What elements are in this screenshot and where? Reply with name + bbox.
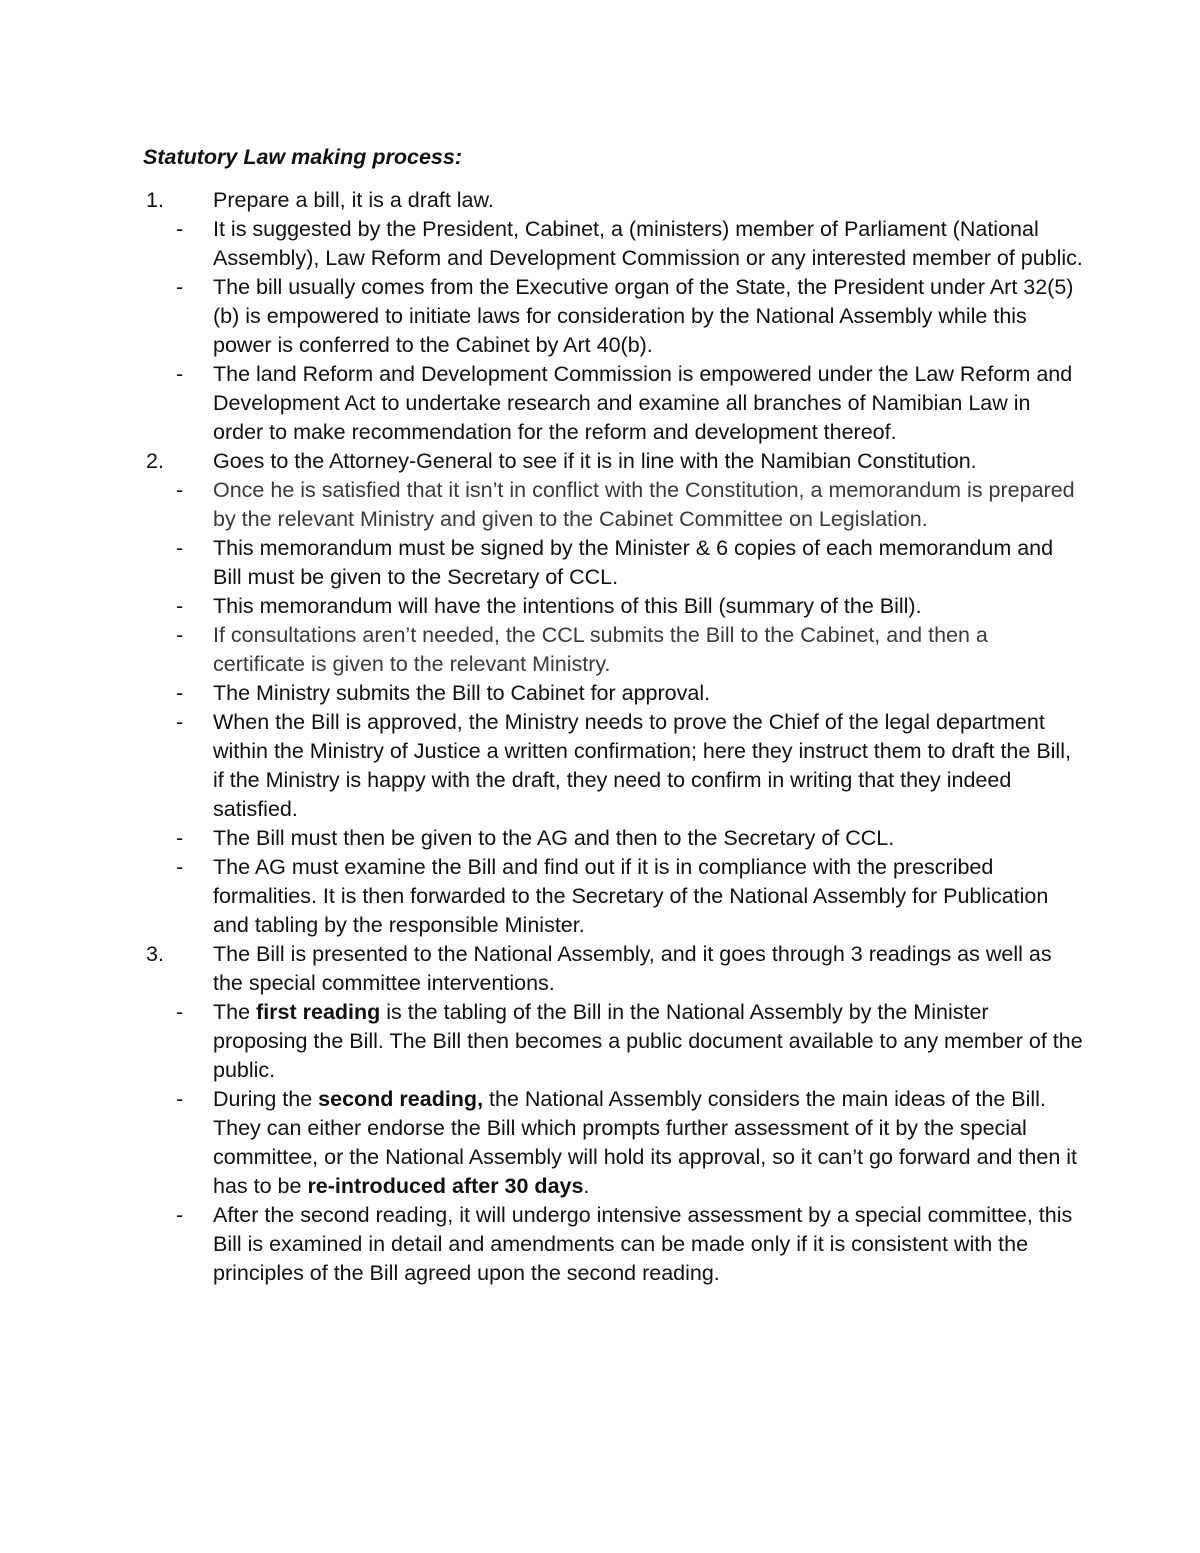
list-item-text: The Bill is presented to the National Assembly, and it goes through 3 readings as well as the special committee interventions. [213,942,1052,995]
bold-term-reintroduced: re-introduced after 30 days [307,1174,584,1198]
text-run: is the tabling of the Bill in the National Assembly by the Minister proposing the Bill. The Bill then becomes a public document available to any member of the public. [213,1000,1083,1082]
list-item-text: It is suggested by the President, Cabinet, a (ministers) member of Parliament (National Assembly), Law Reform and Development Commission or any interested member of public. [213,217,1083,270]
list-item [143,273,1083,360]
list-item [143,1201,1083,1288]
list-item [143,998,1083,1085]
bold-term-second-reading: second reading, [318,1087,484,1111]
list-marker: - [176,855,184,879]
list-item-text: After the second reading, it will undergo intensive assessment by a special committee, this Bill is examined in detail and amendments can be made only if it is consistent with the principles of the Bill agreed upon the second reading. [213,1203,1073,1285]
list-item-text: This memorandum must be signed by the Minister & 6 copies of each memorandum and Bill must be given to the Secretary of CCL. [213,536,1054,589]
list-item [143,534,1083,592]
list-item-text: The land Reform and Development Commission is empowered under the Law Reform and Development Act to undertake research and examine all branches of Namibian Law in order to make recommendation for the reform and development thereof. [213,362,1073,444]
list-item [143,186,1083,215]
list-marker: 3. [146,942,164,966]
list-item [143,360,1083,447]
list-marker: - [176,217,184,241]
list-marker: 1. [146,188,164,212]
list-marker: - [176,1203,184,1227]
list-marker: 2. [146,449,164,473]
list-marker: - [176,362,184,386]
list-item [143,708,1083,824]
list-marker: - [176,623,184,647]
list-item [143,476,1083,534]
list-item [143,621,1083,679]
process-list [143,186,1083,1288]
list-marker: - [176,1000,184,1024]
list-item [143,679,1083,708]
text-run: During the [213,1087,319,1111]
list-marker: - [176,275,184,299]
bold-term-first-reading: first reading [256,1000,381,1024]
list-item [143,215,1083,273]
list-item-text: The bill usually comes from the Executive organ of the State, the President under Art 32(5)(b) is empowered to initiate laws for consideration by the National Assembly while this power is conferred to the Cabinet by Art 40(b). [213,275,1074,357]
list-item [143,853,1083,940]
list-item [143,1085,1083,1201]
list-item [143,940,1083,998]
document-title: Statutory Law making process: [143,145,462,169]
list-item-text: When the Bill is approved, the Ministry needs to prove the Chief of the legal department within the Ministry of Justice a written confirmation; here they instruct them to draft the Bill, if the Ministry is happy with the draft, they need to confirm in writing that they indeed satisfied. [213,710,1071,821]
list-item-text: This memorandum will have the intentions of this Bill (summary of the Bill). [213,594,922,618]
list-item-text: If consultations aren’t needed, the CCL submits the Bill to the Cabinet, and then a certificate is given to the relevant Ministry. [213,623,988,676]
list-marker: - [176,536,184,560]
list-marker: - [176,710,184,734]
list-item-text: The Bill must then be given to the AG and then to the Secretary of CCL. [213,826,895,850]
list-marker: - [176,478,184,502]
list-marker: - [176,594,184,618]
list-item-text: Once he is satisfied that it isn’t in conflict with the Constitution, a memorandum is prepared by the relevant Ministry and given to the Cabinet Committee on Legislation. [213,478,1075,531]
list-item-text [213,1000,1083,1082]
list-item-text [213,1087,1077,1198]
list-marker: - [176,681,184,705]
list-item [143,824,1083,853]
list-item-text: Goes to the Attorney-General to see if it is in line with the Namibian Constitution. [213,449,977,473]
list-item-text: Prepare a bill, it is a draft law. [213,188,494,212]
list-item [143,447,1083,476]
list-item-text: The AG must examine the Bill and find out if it is in compliance with the prescribed formalities. It is then forwarded to the Secretary of the National Assembly for Publication and tabling by the responsible Minister. [213,855,1049,937]
list-item [143,592,1083,621]
list-marker: - [176,826,184,850]
list-marker: - [176,1087,184,1111]
text-run: . [583,1174,590,1198]
list-item-text: The Ministry submits the Bill to Cabinet for approval. [213,681,711,705]
text-run: The [213,1000,257,1024]
text-run: the National Assembly considers the main ideas of the Bill. They can either endorse the Bill which prompts further assessment of it by the special committee, or the National Assembly will hold its approval, so it can’t go forward and then it has to be [213,1087,1077,1198]
